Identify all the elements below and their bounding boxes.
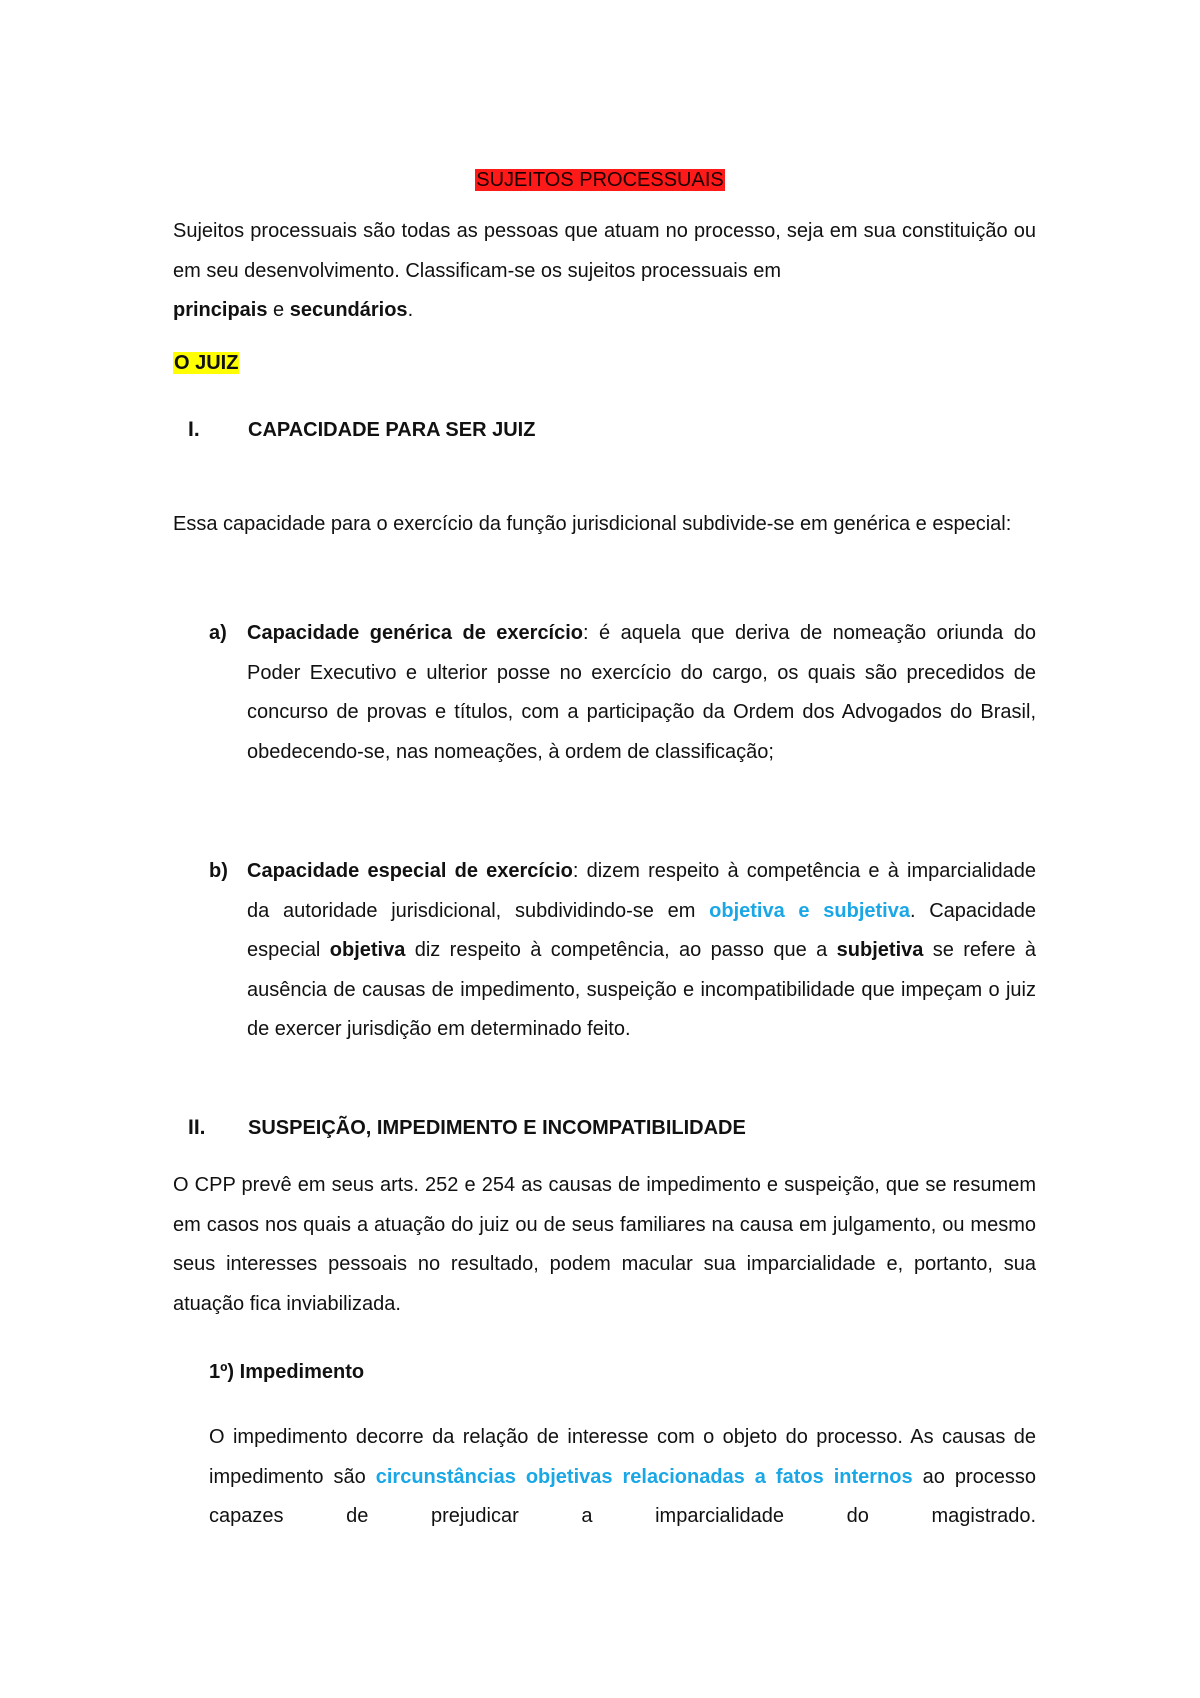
- intro-paragraph: Sujeitos processuais são todas as pessoas que atuam no processo, seja em sua constituição ou em seu desenvolvimento. Classificam-se os sujeitos processuais em principais e secundários.: [173, 220, 1036, 321]
- section2-heading: SUSPEIÇÃO, IMPEDIMENTO E INCOMPATIBILIDADE: [248, 1117, 746, 1139]
- section2-paragraph: O CPP prevê em seus arts. 252 e 254 as causas de impedimento e suspeição, que se resumem em casos nos quais a atuação do juiz ou de seus familiares na causa em julgamento, ou mesmo seus interesses pessoais no resultado, podem macular sua imparcialidade e, portanto, sua atuação fica inviabilizada.: [173, 1174, 1036, 1315]
- subsection-paragraph: O impedimento decorre da relação de interesse com o objeto do processo. As causas de impedimento são circunstâncias objetivas relacionadas a fatos internos ao processo capazes de prejudicar a imparcialidade do magistrado.: [209, 1426, 1036, 1527]
- item-b-paragraph: Capacidade especial de exercício: dizem respeito à competência e à imparcialidade da autoridade jurisdicional, subdividindo-se em objetiva e subjetiva. Capacidade especial objetiva diz respeito à competência, ao passo que a subjetiva se refere à ausência de causas de impedimento, suspeição e incompatibilidade que impeçam o juiz de exercer jurisdição em determinado feito.: [247, 860, 1037, 1040]
- section1-numeral: I.: [188, 418, 200, 441]
- item-a-marker: a): [209, 622, 227, 644]
- section-title: O JUIZ: [174, 352, 239, 374]
- section2-numeral: II.: [188, 1116, 206, 1139]
- item-b-marker: b): [209, 860, 228, 882]
- section1-heading: CAPACIDADE PARA SER JUIZ: [248, 419, 536, 441]
- item-a-paragraph: Capacidade genérica de exercício: é aquela que deriva de nomeação oriunda do Poder Executivo e ulterior posse no exercício do cargo, os quais são precedidos de concurso de provas e títulos, com a participação da Ordem dos Advogados do Brasil, obedecendo-se, nas nomeações, à ordem de classificação;: [247, 622, 1036, 763]
- document-title: SUJEITOS PROCESSUAIS: [476, 169, 724, 191]
- subsection-heading: 1º) Impedimento: [209, 1361, 365, 1383]
- section1-paragraph: Essa capacidade para o exercício da função jurisdicional subdivide-se em genérica e especial:: [173, 513, 1012, 535]
